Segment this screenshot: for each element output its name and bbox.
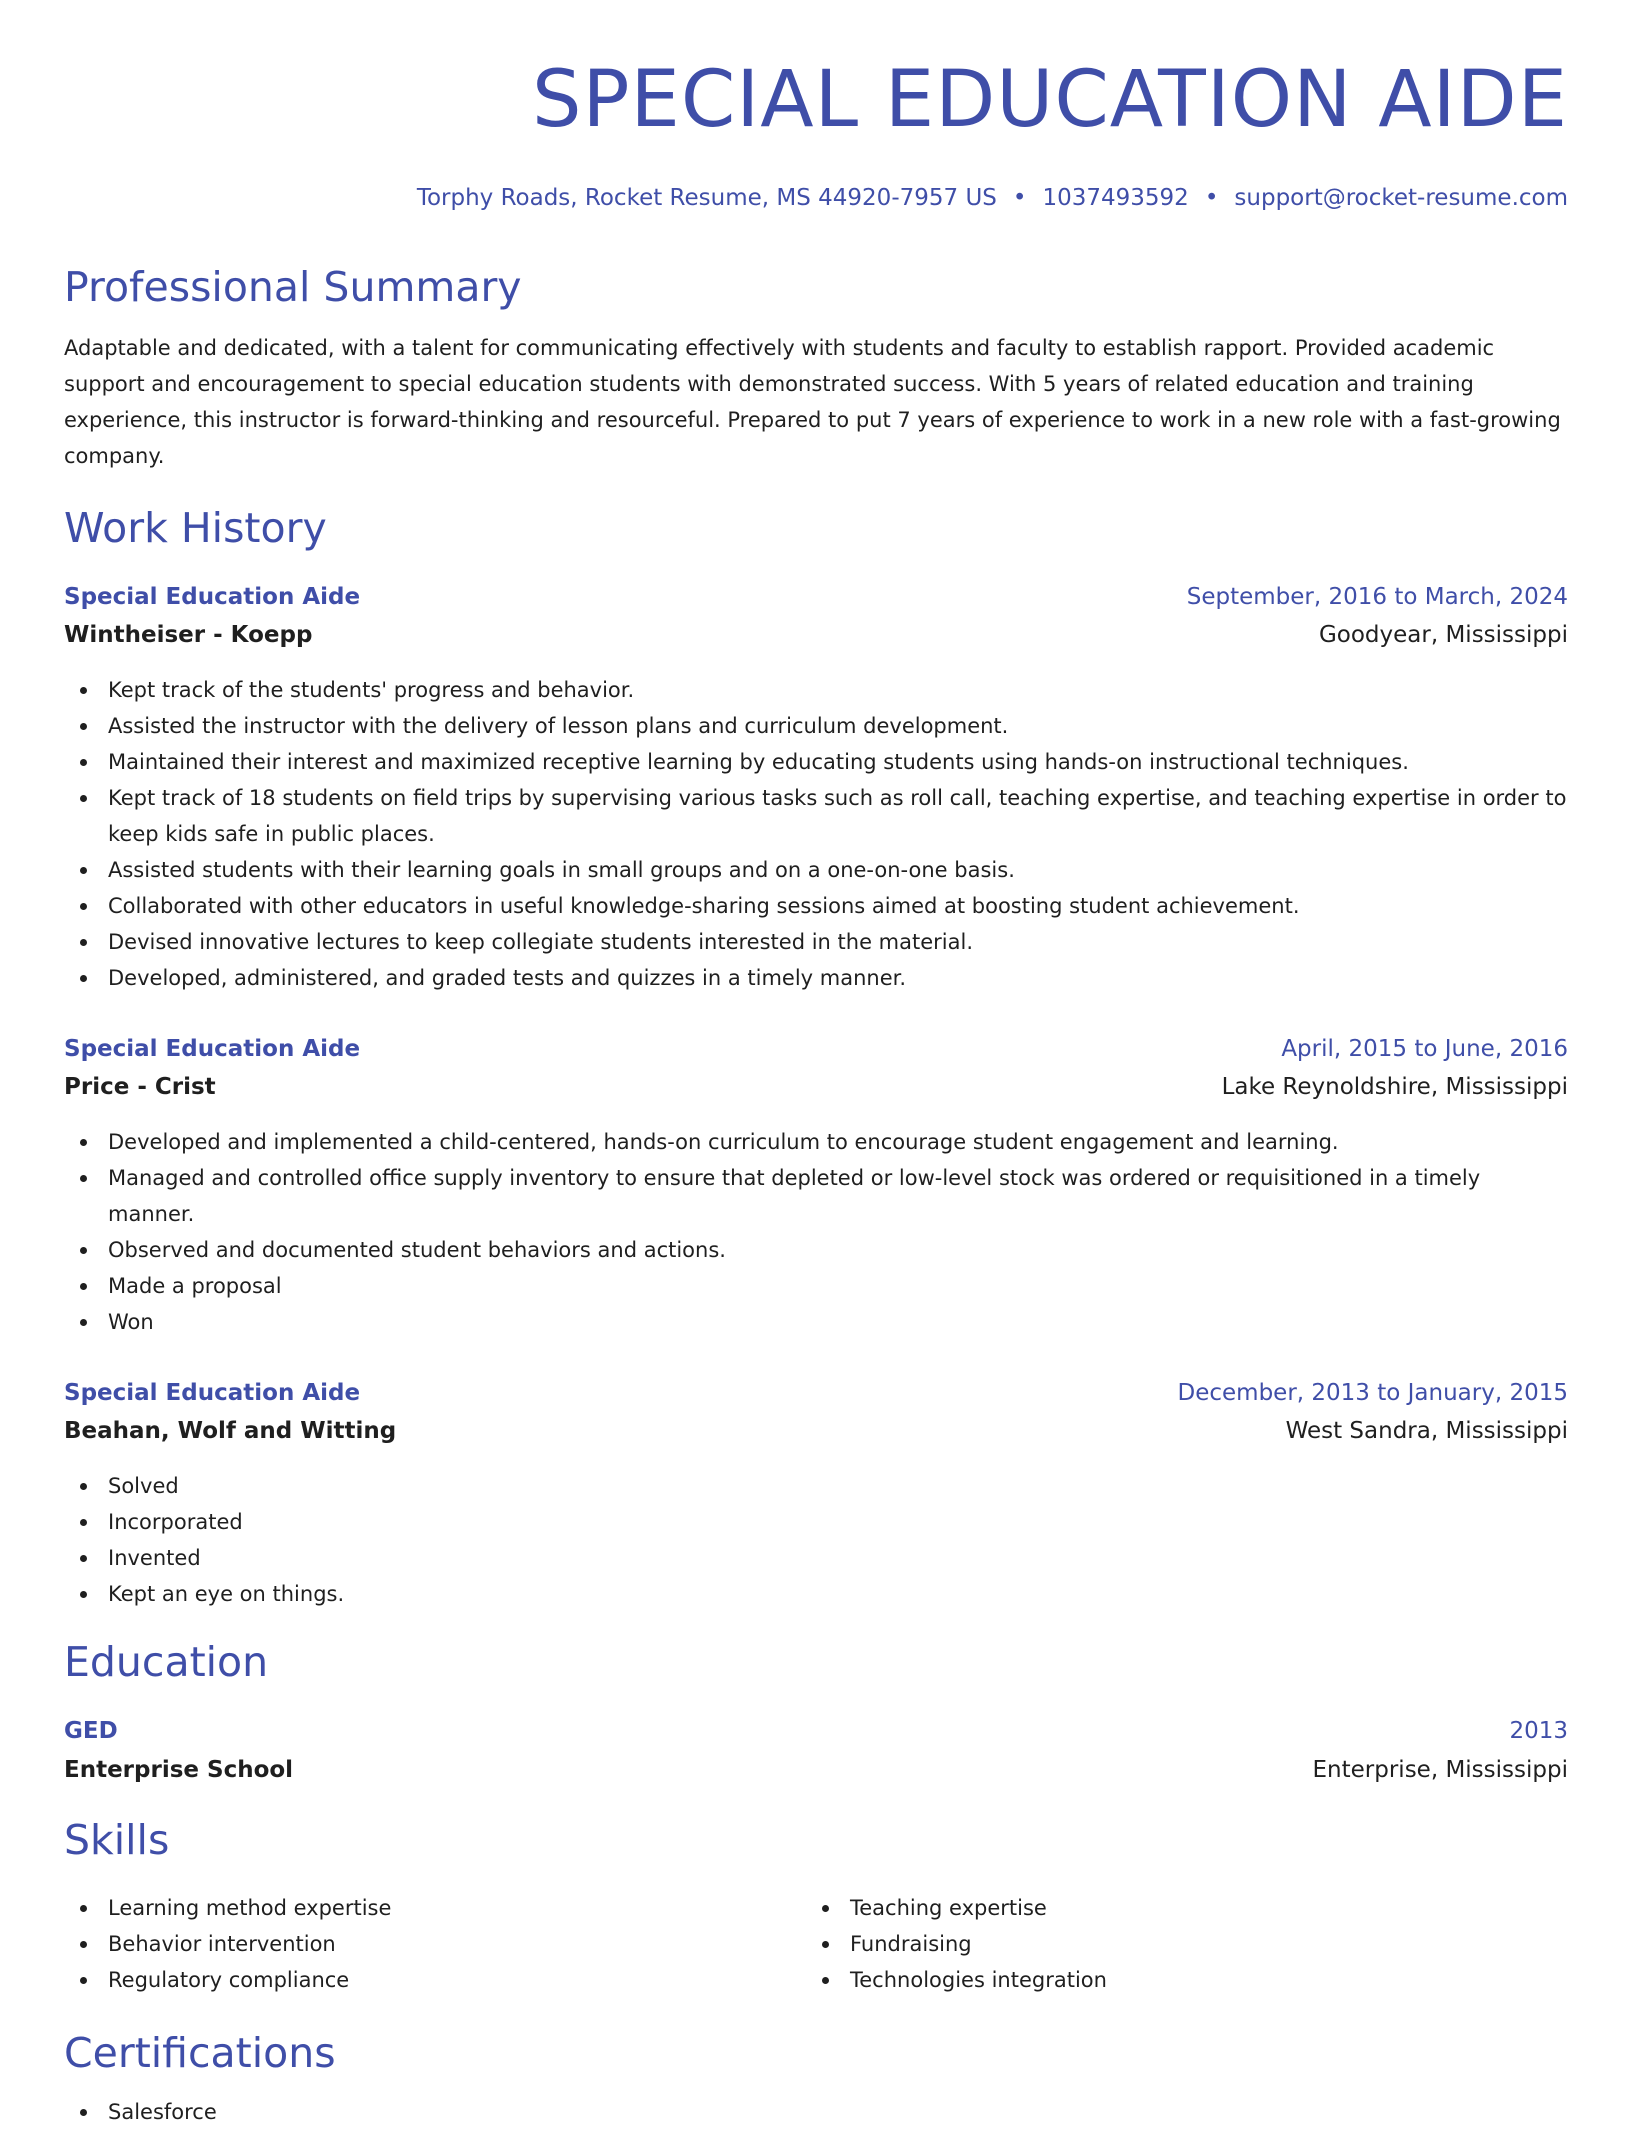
education-year: 2013 <box>1509 1718 1568 1744</box>
summary-text: Adaptable and dedicated, with a talent for communicating effectively with students and faculty to establish rapport. Provided academic support and encouragement to special education students with demonstrated success. With 5 years of related education and training experience, this instructor is forward-thinking and resourceful. Prepared to put 7 years of experience to work in a new role with a fast-growing company. <box>64 336 1561 468</box>
education-header <box>64 1713 1568 1749</box>
education-heading: Education <box>64 1638 269 1686</box>
list-item: Assisted students with their learning goals in small groups and on a one-on-one basis. <box>64 852 1568 888</box>
job-company: Beahan, Wolf and Witting <box>64 1418 397 1444</box>
job-bullets <box>64 1468 1568 1612</box>
job-header <box>64 1375 1568 1411</box>
skills-heading: Skills <box>64 1816 170 1864</box>
list-item: Fundraising <box>806 1926 1506 1962</box>
skills-list-left <box>64 1890 764 1998</box>
list-item: Kept an eye on things. <box>64 1576 1568 1612</box>
list-item: Teaching expertise <box>806 1890 1506 1926</box>
education-location: Enterprise, Mississippi <box>1312 1757 1568 1783</box>
job-header <box>64 1031 1568 1067</box>
list-item: Solved <box>64 1468 1568 1504</box>
job-location: Lake Reynoldshire, Mississippi <box>1221 1074 1568 1100</box>
list-item: Developed and implemented a child-centered, hands-on curriculum to encourage student engagement and learning. <box>64 1124 1568 1160</box>
job-title: Special Education Aide <box>64 584 361 610</box>
list-item: Maintained their interest and maximized receptive learning by educating students using hands-on instructional techniques. <box>64 744 1568 780</box>
job-title: Special Education Aide <box>64 1380 361 1406</box>
job-employer-row <box>64 1069 1568 1105</box>
list-item: Managed and controlled office supply inventory to ensure that depleted or low-level stock was ordered or requisitioned in a timely manner. <box>64 1160 1568 1232</box>
job-location: Goodyear, Mississippi <box>1318 622 1568 648</box>
summary-heading: Professional Summary <box>64 263 522 311</box>
job-location: West Sandra, Mississippi <box>1285 1418 1568 1444</box>
list-item: Salesforce <box>64 2094 1568 2130</box>
job-company: Price - Crist <box>64 1074 216 1100</box>
list-item: Observed and documented student behaviors and actions. <box>64 1232 1568 1268</box>
list-item: Won <box>64 1304 1568 1340</box>
list-item: Made a proposal <box>64 1268 1568 1304</box>
job-bullets <box>64 672 1568 996</box>
contact-address: Torphy Roads, Rocket Resume, MS 44920-7957 US <box>416 185 997 211</box>
list-item: Collaborated with other educators in useful knowledge-sharing sessions aimed at boosting student achievement. <box>64 888 1568 924</box>
certifications-heading: Certifications <box>64 2029 336 2077</box>
education-degree: GED <box>64 1718 118 1744</box>
contact-phone: 1037493592 <box>1042 185 1189 211</box>
contact-line <box>417 180 1568 216</box>
list-item: Assisted the instructor with the delivery of lesson plans and curriculum development. <box>64 708 1568 744</box>
work-history-heading: Work History <box>64 504 327 552</box>
job-dates: April, 2015 to June, 2016 <box>1281 1036 1568 1062</box>
job-employer-row <box>64 1413 1568 1449</box>
list-item: Learning method expertise <box>64 1890 764 1926</box>
education-school-row <box>64 1752 1568 1788</box>
resume-title: SPECIAL EDUCATION AIDE <box>532 55 1568 145</box>
skills-list-right <box>806 1890 1506 1998</box>
contact-separator: • <box>1012 185 1027 211</box>
job-dates: September, 2016 to March, 2024 <box>1186 584 1568 610</box>
list-item: Invented <box>64 1540 1568 1576</box>
list-item: Developed, administered, and graded tests and quizzes in a timely manner. <box>64 960 1568 996</box>
certifications-list <box>64 2094 1568 2130</box>
job-company: Wintheiser - Koepp <box>64 622 313 648</box>
list-item: Devised innovative lectures to keep collegiate students interested in the material. <box>64 924 1568 960</box>
list-item: Technologies integration <box>806 1962 1506 1998</box>
contact-email[interactable]: support@rocket-resume.com <box>1234 185 1568 211</box>
job-title: Special Education Aide <box>64 1036 361 1062</box>
list-item: Kept track of 18 students on field trips by supervising various tasks such as roll call, teaching expertise, and teaching expertise in order to keep kids safe in public places. <box>64 780 1568 852</box>
contact-separator: • <box>1204 185 1219 211</box>
job-header <box>64 579 1568 615</box>
list-item: Behavior intervention <box>64 1926 764 1962</box>
job-employer-row <box>64 617 1568 653</box>
list-item: Regulatory compliance <box>64 1962 764 1998</box>
job-dates: December, 2013 to January, 2015 <box>1177 1380 1568 1406</box>
education-school: Enterprise School <box>64 1757 294 1783</box>
list-item: Kept track of the students' progress and behavior. <box>64 672 1568 708</box>
job-bullets <box>64 1124 1568 1340</box>
list-item: Incorporated <box>64 1504 1568 1540</box>
